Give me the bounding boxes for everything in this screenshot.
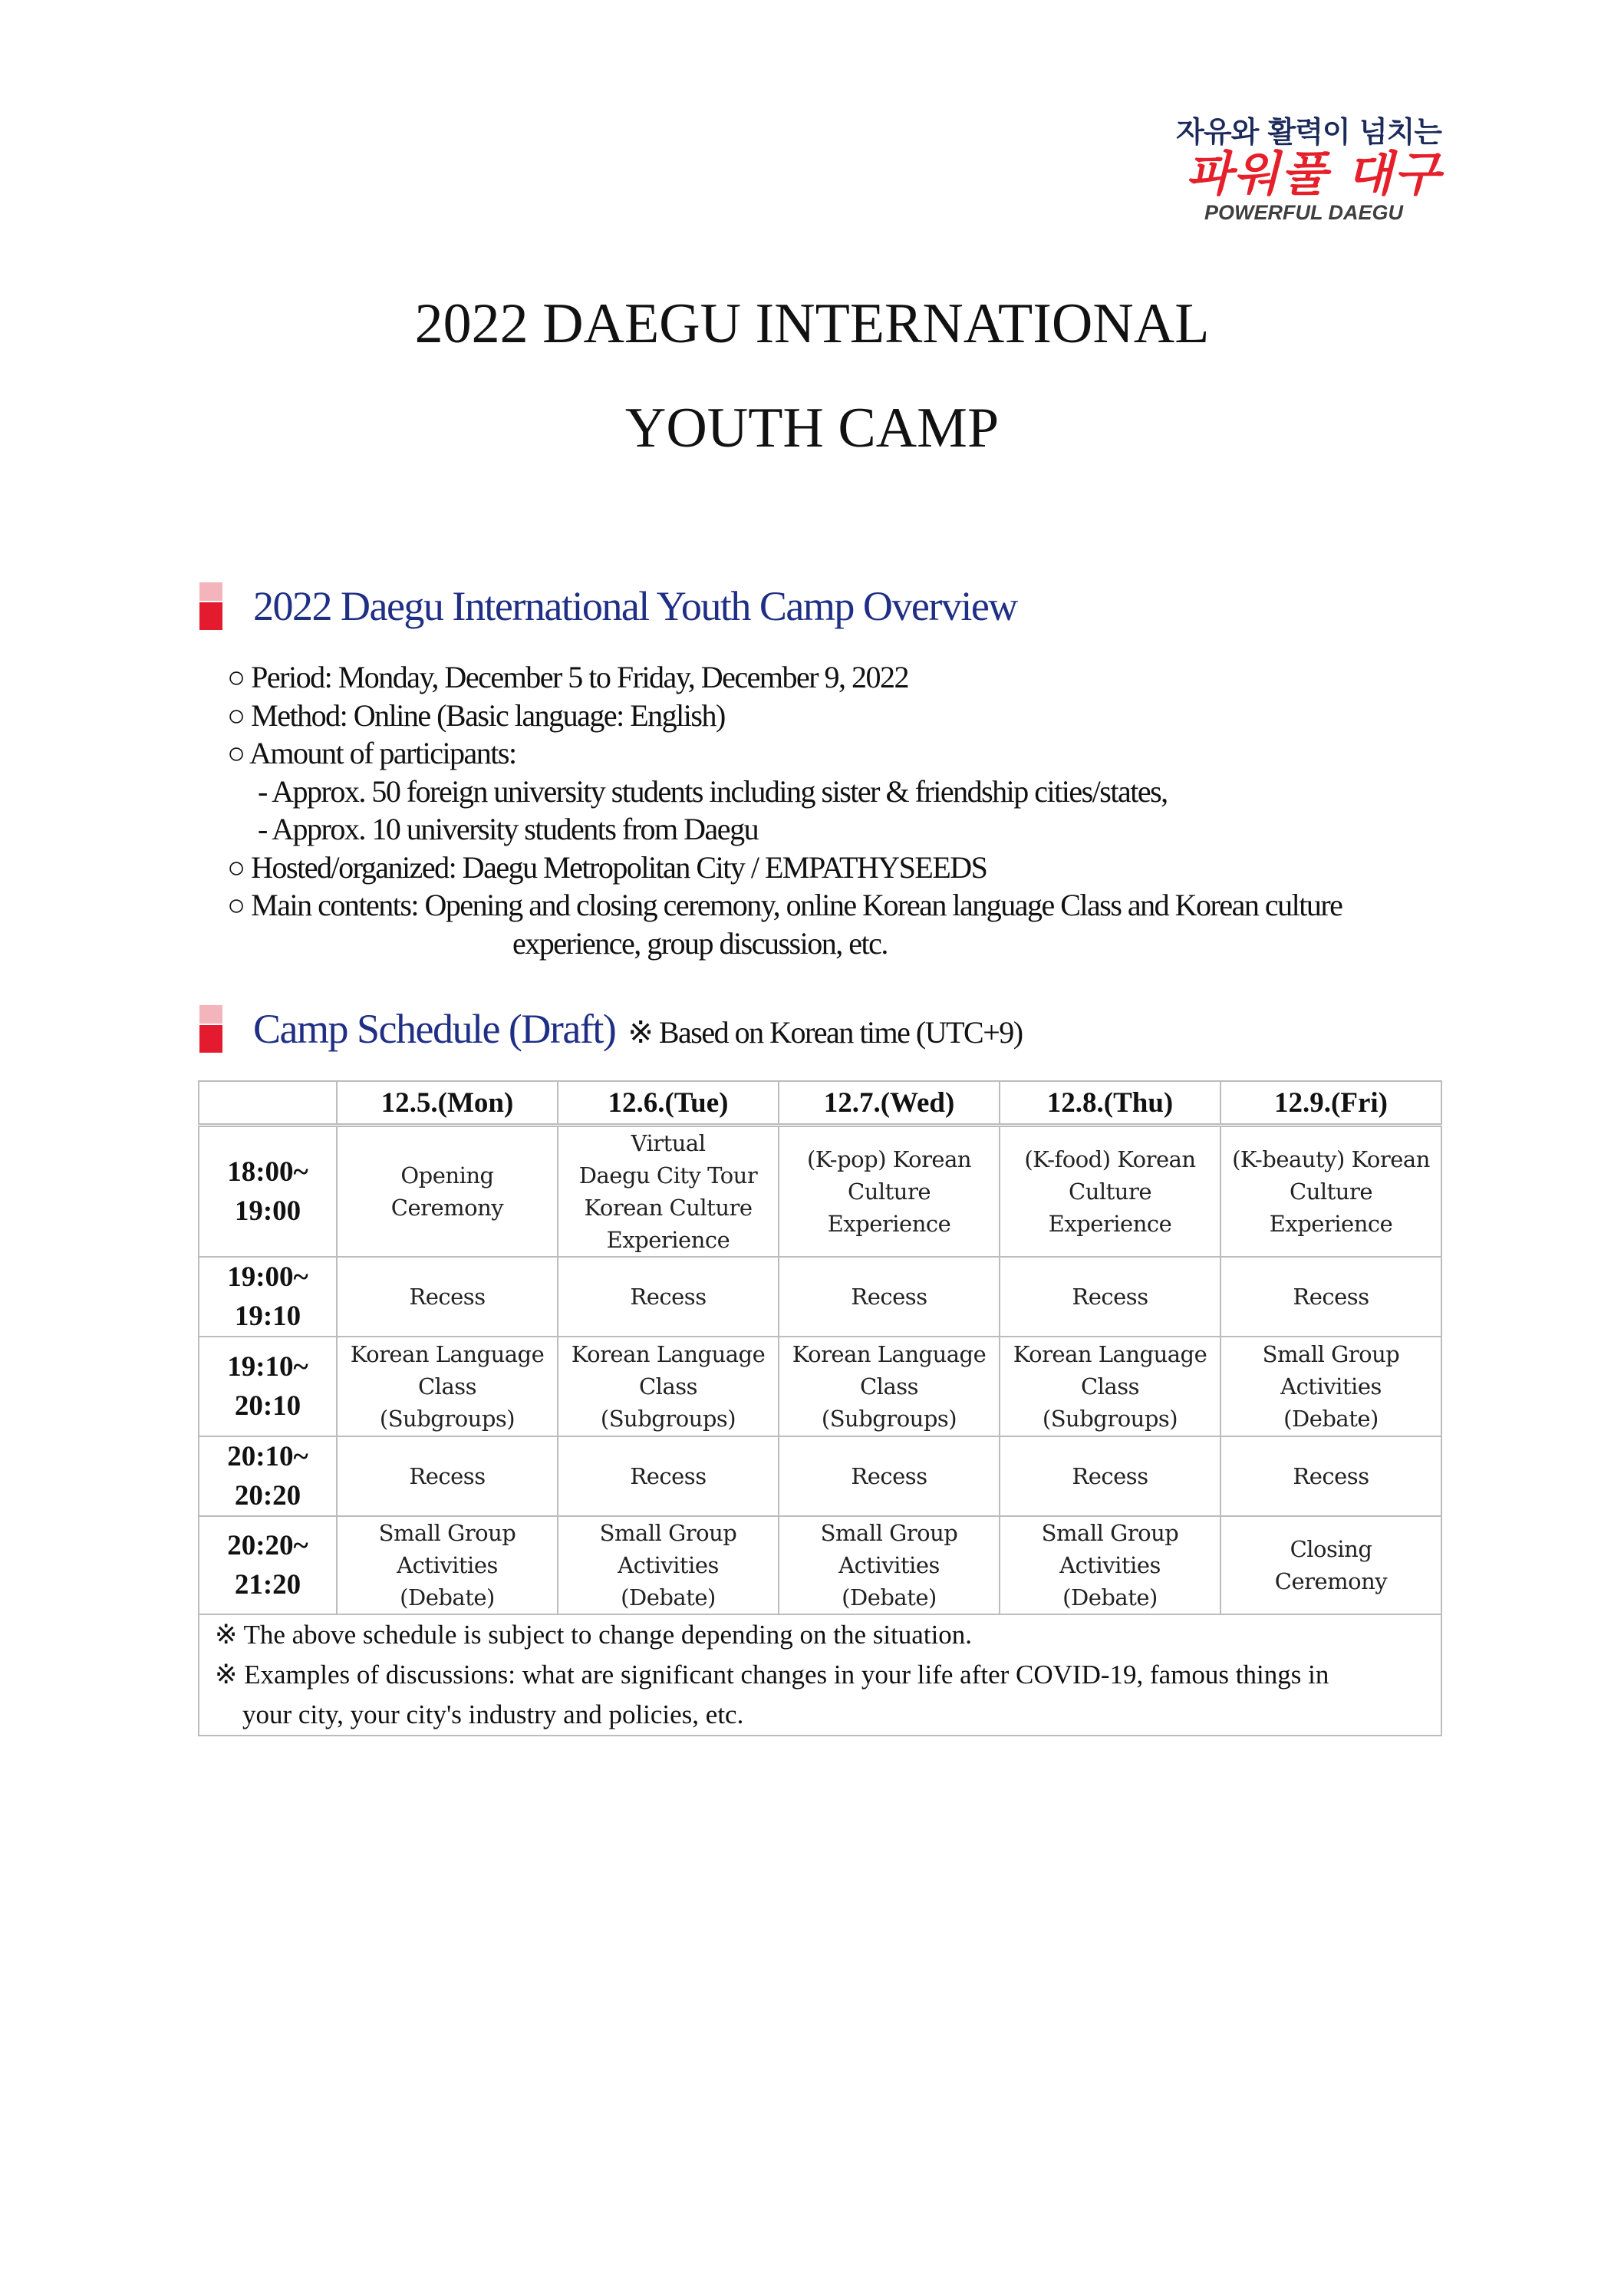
table-row (199, 1516, 1441, 1614)
schedule-cell-line: Activities (1280, 1373, 1382, 1400)
schedule-cell-line: Recess (1072, 1284, 1148, 1310)
table-header-day: 12.7.(Wed) (779, 1081, 1000, 1126)
schedule-cell-line: Small Group (599, 1520, 737, 1546)
overview-list (227, 658, 1454, 962)
schedule-cell (1220, 1337, 1441, 1436)
table-header-corner (199, 1081, 337, 1126)
schedule-cell-line: (Debate) (1283, 1406, 1379, 1432)
schedule-time-note: ※ Based on Korean time (UTC+9) (628, 1014, 1023, 1050)
schedule-cell-line: Small Group (820, 1520, 958, 1546)
schedule-cell (558, 1257, 779, 1337)
schedule-cell-line: (Debate) (1062, 1584, 1158, 1611)
time-slot-line: 20:10~ (227, 1441, 308, 1472)
logo-tagline: 자유와 활력이 넘치는 (1176, 115, 1441, 149)
schedule-cell-line: Activities (618, 1552, 719, 1578)
overview-participants: ○ Amount of participants: (227, 736, 516, 770)
schedule-cell-line: Recess (630, 1284, 707, 1310)
overview-method: ○ Method: Online (Basic language: English) (227, 697, 725, 733)
schedule-cell-line: Recess (1293, 1284, 1369, 1310)
time-slot-line: 19:00 (234, 1195, 301, 1227)
overview-participants-foreign: - Approx. 50 foreign university students including sister & friendship cities/states, (258, 773, 1168, 809)
discussion-examples-note-cont: your city, your city's industry and policies, etc. (242, 1700, 744, 1729)
schedule-table (198, 1080, 1442, 1736)
schedule-cell (1000, 1436, 1220, 1516)
time-slot-cell (199, 1337, 337, 1436)
schedule-cell-line: (K-beauty) Korean (1232, 1146, 1430, 1172)
schedule-cell-line: (K-pop) Korean (806, 1146, 972, 1172)
schedule-cell-line: (Subgroups) (1042, 1406, 1178, 1432)
table-row (199, 1126, 1441, 1258)
schedule-cell-line: Culture Experience (1269, 1179, 1393, 1237)
schedule-cell-line: Small Group (1041, 1520, 1179, 1546)
schedule-cell-line: (K-food) Korean (1024, 1146, 1196, 1172)
schedule-cell-line: Closing (1290, 1536, 1372, 1562)
schedule-cell (779, 1126, 1000, 1258)
schedule-cell-line: Culture Experience (1048, 1179, 1172, 1237)
time-slot-line: 19:10~ (227, 1351, 308, 1383)
time-slot-line: 19:00~ (227, 1261, 308, 1293)
schedule-cell-line: Culture Experience (827, 1179, 951, 1237)
schedule-cell-line: Daegu City Tour (578, 1162, 758, 1189)
logo-sub-text: POWERFUL DAEGU (1204, 201, 1403, 224)
discussion-examples-note: ※ Examples of discussions: what are significant changes in your life after COVID-19, famous things in (215, 1660, 1329, 1690)
schedule-cell (1000, 1257, 1220, 1337)
schedule-change-note: ※ The above schedule is subject to change depending on the situation. (215, 1620, 973, 1650)
table-row (199, 1257, 1441, 1337)
table-header-day: 12.8.(Thu) (1000, 1081, 1220, 1126)
time-slot-line: 20:20~ (227, 1530, 308, 1561)
time-slot-line: 19:10 (234, 1301, 301, 1332)
overview-main-contents-cont: experience, group discussion, etc. (512, 925, 888, 961)
schedule-cell-line: Experience (606, 1227, 730, 1253)
overview-main-contents: ○ Main contents: Opening and closing ceremony, online Korean language Class and Korean culture (227, 888, 1342, 922)
schedule-cell (1220, 1436, 1441, 1516)
schedule-cell-line: Virtual (631, 1130, 706, 1156)
schedule-cell-line: Recess (1293, 1463, 1369, 1489)
schedule-cell (1000, 1337, 1220, 1436)
document-title-line-2: YOUTH CAMP (624, 397, 1000, 460)
schedule-cell-line: Class (638, 1373, 698, 1400)
document-title-line-1: 2022 DAEGU INTERNATIONAL (414, 292, 1210, 355)
table-header-day: 12.5.(Mon) (337, 1081, 558, 1126)
schedule-cell (779, 1436, 1000, 1516)
time-slot-cell (199, 1436, 337, 1516)
schedule-cell-line: Small Group (1262, 1341, 1400, 1367)
table-header-day: 12.9.(Fri) (1220, 1081, 1441, 1126)
schedule-cell (558, 1337, 779, 1436)
schedule-cell (1220, 1516, 1441, 1614)
schedule-cell-line: (Debate) (842, 1584, 937, 1611)
schedule-cell-line: Recess (1072, 1463, 1148, 1489)
schedule-cell-line: Korean Culture (584, 1195, 753, 1221)
overview-participants-daegu: - Approx. 10 university students from Daegu (258, 812, 759, 846)
time-slot-cell (199, 1516, 337, 1614)
time-slot-line: 18:00~ (227, 1156, 308, 1188)
table-notes (199, 1614, 1441, 1736)
schedule-cell (337, 1516, 558, 1614)
schedule-cell (558, 1436, 779, 1516)
time-slot-line: 20:10 (234, 1390, 301, 1422)
schedule-cell (1000, 1516, 1220, 1614)
overview-hosted: ○ Hosted/organized: Daegu Metropolitan City / EMPATHYSEEDS (227, 849, 987, 885)
schedule-section-heading (199, 1002, 1023, 1056)
schedule-cell (779, 1516, 1000, 1614)
schedule-cell-line: Class (859, 1373, 919, 1400)
schedule-cell-line: Recess (851, 1463, 927, 1489)
schedule-cell-line: (Debate) (400, 1584, 495, 1611)
section-marker-icon (199, 1005, 222, 1053)
schedule-cell-line: Class (417, 1373, 477, 1400)
overview-section-heading (199, 579, 1017, 633)
schedule-cell-line: Korean Language (792, 1341, 987, 1367)
schedule-heading-text: Camp Schedule (Draft) (253, 1006, 616, 1052)
schedule-cell-line: Activities (1059, 1552, 1161, 1578)
schedule-cell (1220, 1126, 1441, 1258)
schedule-cell-line: (Subgroups) (600, 1406, 736, 1432)
schedule-cell-line: (Subgroups) (821, 1406, 957, 1432)
schedule-cell-line: Recess (630, 1463, 707, 1489)
time-slot-line: 20:20 (234, 1480, 301, 1512)
schedule-cell-line: Korean Language (350, 1341, 545, 1367)
logo-main-text: 파워풀 대구 (1185, 146, 1441, 202)
schedule-cell-line: Activities (397, 1552, 498, 1578)
schedule-cell-line: Recess (409, 1463, 486, 1489)
schedule-cell (558, 1126, 779, 1258)
schedule-cell (337, 1337, 558, 1436)
schedule-cell (1000, 1126, 1220, 1258)
schedule-cell (337, 1257, 558, 1337)
overview-heading-text: 2022 Daegu International Youth Camp Overview (253, 583, 1017, 629)
schedule-cell (337, 1436, 558, 1516)
schedule-cell-line: Small Group (378, 1520, 516, 1546)
schedule-cell-line: Recess (851, 1284, 927, 1310)
time-slot-line: 21:20 (234, 1569, 301, 1601)
section-marker-icon (199, 582, 222, 630)
schedule-cell-line: Opening Ceremony (390, 1162, 504, 1221)
table-header-day: 12.6.(Tue) (558, 1081, 779, 1126)
schedule-cell-line: Class (1080, 1373, 1140, 1400)
schedule-cell-line: Ceremony (1274, 1568, 1388, 1594)
schedule-cell (337, 1126, 558, 1258)
powerful-daegu-logo (1165, 115, 1441, 226)
schedule-cell-line: Recess (409, 1284, 486, 1310)
schedule-cell (779, 1337, 1000, 1436)
overview-period: ○ Period: Monday, December 5 to Friday, December 9, 2022 (227, 660, 909, 694)
schedule-cell-line: Korean Language (571, 1341, 766, 1367)
schedule-cell (779, 1257, 1000, 1337)
table-row (199, 1337, 1441, 1436)
time-slot-cell (199, 1126, 337, 1258)
table-header-row (199, 1081, 1441, 1126)
schedule-cell-line: Activities (838, 1552, 940, 1578)
time-slot-cell (199, 1257, 337, 1337)
schedule-cell-line: (Debate) (621, 1584, 716, 1611)
schedule-cell (558, 1516, 779, 1614)
schedule-cell-line: (Subgroups) (379, 1406, 516, 1432)
schedule-cell-line: Korean Language (1013, 1341, 1207, 1367)
table-notes-row (199, 1614, 1441, 1736)
table-row (199, 1436, 1441, 1516)
schedule-cell (1220, 1257, 1441, 1337)
